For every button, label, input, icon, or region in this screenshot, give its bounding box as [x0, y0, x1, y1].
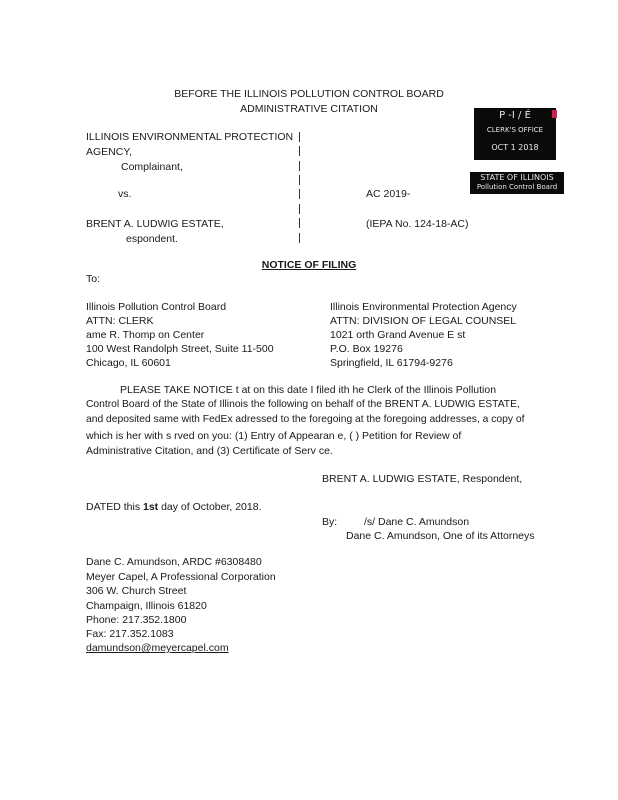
- dated-line: [86, 501, 262, 513]
- respondent-name: BRENT A. LUDWIG ESTATE,: [86, 218, 224, 230]
- body-line: Administrative Citation, and (3) Certificate of Serv ce.: [86, 445, 333, 457]
- respondent-role: espondent.: [126, 233, 178, 245]
- address-line: ATTN: CLERK: [86, 315, 154, 327]
- attorney-line: Phone: 217.352.1800: [86, 614, 187, 626]
- body-line: and deposited same with FedEx adressed to the foregoing at the foregoing addresses, a copy of: [86, 414, 525, 425]
- body-line: PLEASE TAKE NOTICE t at on this date I filed ith he Clerk of the Illinois Pollution: [120, 384, 497, 396]
- complainant-role: Complainant,: [121, 161, 183, 173]
- dated-suffix: day of October, 2018.: [158, 501, 262, 513]
- complainant-name-line1: ILLINOIS ENVIRONMENTAL PROTECTION: [86, 131, 294, 143]
- versus-label: vs.: [118, 188, 132, 200]
- address-line: P.O. Box 19276: [330, 343, 403, 355]
- court-header-line1: BEFORE THE ILLINOIS POLLUTION CONTROL BOARD: [174, 88, 444, 100]
- address-line: Illinois Pollution Control Board: [86, 301, 227, 313]
- dated-day: 1st: [142, 501, 159, 513]
- clerk-filed-stamp: [474, 108, 556, 160]
- address-line: Illinois Environmental Protection Agency: [330, 301, 517, 313]
- stamp-line3: OCT 1 2018: [491, 143, 539, 152]
- case-number: AC 2019-: [366, 188, 411, 200]
- attorney-line: 306 W. Church Street: [86, 585, 187, 597]
- body-line: which is her with s rved on you: (1) Entry of Appearan e, ( ) Petition for Review of: [86, 430, 462, 442]
- stamp-line1: P -I / É: [499, 110, 531, 121]
- iepa-number: (IEPA No. 124-18-AC): [366, 218, 469, 230]
- electronic-signature: /s/ Dane C. Amundson: [364, 516, 470, 528]
- stamp-line4: STATE OF ILLINOIS: [480, 173, 554, 182]
- state-board-stamp: [470, 172, 564, 194]
- court-header-line2: ADMINISTRATIVE CITATION: [240, 103, 378, 115]
- to-label: To:: [86, 273, 101, 285]
- address-line: 100 West Randolph Street, Suite 11-500: [86, 343, 274, 355]
- attorney-email-link[interactable]: damundson@meyercapel.com: [86, 642, 229, 654]
- dated-prefix: DATED this: [86, 501, 143, 513]
- address-line: Chicago, IL 60601: [86, 357, 171, 369]
- address-line: ATTN: DIVISION OF LEGAL COUNSEL: [330, 315, 517, 327]
- complainant-name-line2: AGENCY,: [86, 146, 132, 158]
- address-line: 1021 orth Grand Avenue E st: [330, 329, 466, 341]
- attorney-line: Fax: 217.352.1083: [86, 628, 174, 640]
- body-line: Control Board of the State of Illinois the following on behalf of the BRENT A. LUDWIG ESTATE,: [86, 399, 520, 410]
- notice-title: NOTICE OF FILING: [261, 259, 357, 271]
- attorney-line: Dane C. Amundson, ARDC #6308480: [86, 556, 262, 568]
- stamp-line2: CLERK'S OFFICE: [486, 126, 544, 134]
- stamp-red-mark: [552, 110, 557, 118]
- by-label: By:: [322, 516, 338, 528]
- stamp-line5: Pollution Control Board: [476, 183, 558, 191]
- address-line: Springfield, IL 61794-9276: [330, 357, 453, 369]
- attorney-signature-name: Dane C. Amundson, One of its Attorneys: [346, 530, 535, 542]
- respondent-signature-line: BRENT A. LUDWIG ESTATE, Respondent,: [322, 473, 523, 485]
- attorney-line: Champaign, Illinois 61820: [86, 600, 207, 612]
- attorney-line: Meyer Capel, A Professional Corporation: [86, 571, 276, 583]
- address-line: ame R. Thomp on Center: [86, 329, 205, 341]
